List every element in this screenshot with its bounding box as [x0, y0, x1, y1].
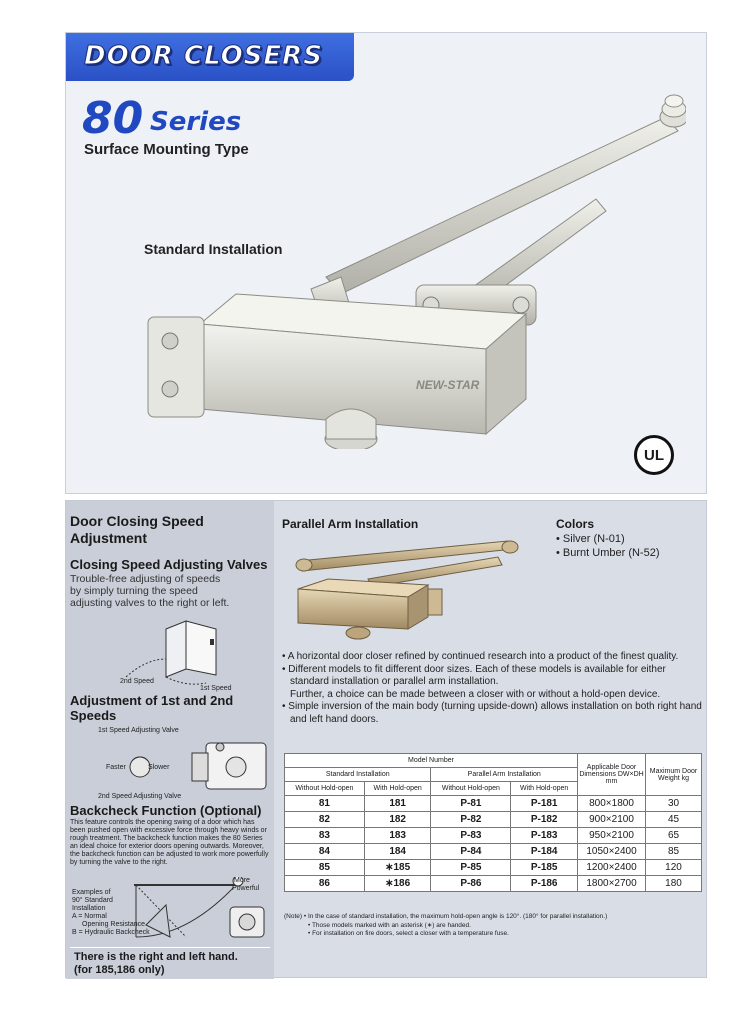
- table-cell: 184: [364, 844, 431, 860]
- table-cell: P-185: [511, 860, 578, 876]
- divider: [70, 947, 270, 948]
- faster-label: Faster: [106, 764, 126, 771]
- standard-installation-header: Standard Installation: [285, 768, 431, 782]
- par-without-hold-header: Without Hold-open: [431, 782, 511, 796]
- table-cell: P-81: [431, 796, 511, 812]
- installation-column: [274, 501, 708, 979]
- ul-certification-icon: UL: [634, 435, 674, 475]
- table-row: [285, 876, 702, 892]
- table-cell: 800×1800: [578, 796, 646, 812]
- note-asterisk: • Those models marked with an asterisk (∗) are handed.: [308, 921, 471, 929]
- table-cell: 81: [285, 796, 365, 812]
- table-cell: P-86: [431, 876, 511, 892]
- product-subtitle: Surface Mounting Type: [84, 141, 249, 158]
- table-cell: 83: [285, 828, 365, 844]
- table-cell: 183: [364, 828, 431, 844]
- section-heading: Door Closing Speed Adjustment: [70, 513, 204, 546]
- table-row: [285, 860, 702, 876]
- slower-label: Slower: [148, 764, 170, 771]
- table-cell: 180: [646, 876, 702, 892]
- table-cell: 120: [646, 860, 702, 876]
- title-banner: [66, 33, 354, 81]
- door-dimensions-header: Applicable Door Dimensions DW×DH mm: [578, 754, 646, 796]
- table-row: [285, 828, 702, 844]
- examples-label-3: Installation: [72, 905, 106, 912]
- table-cell: ∗186: [364, 876, 431, 892]
- normal-label: A = Normal: [72, 913, 107, 920]
- table-cell: 85: [285, 860, 365, 876]
- series-word: Series: [150, 107, 242, 137]
- brand-mark: NEW-STAR: [416, 378, 480, 392]
- second-speed-label: 2nd Speed: [120, 678, 154, 685]
- table-cell: P-82: [431, 812, 511, 828]
- table-row: [285, 812, 702, 828]
- model-number-header: Model Number: [285, 754, 578, 768]
- table-cell: 45: [646, 812, 702, 828]
- series-number: 80: [82, 93, 144, 144]
- table-cell: ∗185: [364, 860, 431, 876]
- max-weight-header: Maximum Door Weight kg: [646, 754, 702, 796]
- standard-installation-label: Standard Installation: [144, 241, 283, 257]
- powerful-label: Powerful: [232, 885, 260, 892]
- feature-list: [282, 651, 706, 726]
- banner-title: DOOR CLOSERS: [84, 41, 323, 71]
- table-cell: P-186: [511, 876, 578, 892]
- examples-label-2: 90° Standard: [72, 897, 113, 904]
- table-row: [285, 844, 702, 860]
- feature-quality: • A horizontal door closer refined by continued research into a product of the finest quality.: [282, 651, 679, 662]
- feature-hold-open: Further, a choice can be made between a closer with or without a hold-open device.: [290, 688, 661, 700]
- table-cell: P-182: [511, 812, 578, 828]
- parallel-installation-header: Parallel Arm Installation: [431, 768, 578, 782]
- feature-models: • Different models to fit different door sizes. Each of these models is available for either standard installation or parallel arm installation.: [282, 663, 666, 687]
- table-cell: 182: [364, 812, 431, 828]
- feature-inversion: • Simple inversion of the main body (turning upside-down) allows installation on both right hand and left hand doors.: [282, 701, 702, 725]
- table-cell: P-83: [431, 828, 511, 844]
- table-cell: 84: [285, 844, 365, 860]
- product-hero-panel: [65, 32, 707, 494]
- first-speed-label: 1st Speed: [200, 685, 232, 692]
- valves-description: Trouble-free adjusting of speeds by simply turning the speed adjusting valves to the right or left.: [70, 573, 230, 609]
- valves-heading: Closing Speed Adjusting Valves: [70, 557, 268, 572]
- handing-note: [74, 951, 238, 977]
- table-cell: 1800×2700: [578, 876, 646, 892]
- table-cell: P-85: [431, 860, 511, 876]
- table-cell: 900×2100: [578, 812, 646, 828]
- door-closer-image: [126, 89, 686, 449]
- handing-note-line2: (for 185,186 only): [74, 964, 165, 976]
- opening-resistance-label: Opening Resistance: [82, 921, 146, 928]
- table-cell: 65: [646, 828, 702, 844]
- specifications-panel: [65, 500, 707, 978]
- speed-adjustment-column: [66, 501, 274, 979]
- note-fire-doors: • For installation on fire doors, select a closer with a temperature fuse.: [308, 930, 509, 937]
- adjustment-heading: Adjustment of 1st and 2nd Speeds: [70, 693, 234, 723]
- colors-title: Colors: [556, 517, 595, 531]
- table-cell: 1050×2400: [578, 844, 646, 860]
- model-spec-table: [284, 753, 702, 892]
- table-cell: P-84: [431, 844, 511, 860]
- table-cell: 950×2100: [578, 828, 646, 844]
- second-valve-label: 2nd Speed Adjusting Valve: [98, 793, 182, 800]
- color-silver: • Silver (N-01): [556, 533, 625, 545]
- table-cell: P-184: [511, 844, 578, 860]
- table-cell: P-181: [511, 796, 578, 812]
- std-with-hold-header: With Hold-open: [364, 782, 431, 796]
- table-cell: 85: [646, 844, 702, 860]
- first-valve-label: 1st Speed Adjusting Valve: [98, 727, 179, 734]
- handing-note-line1: There is the right and left hand.: [74, 951, 238, 963]
- examples-label-1: Examples of: [72, 889, 111, 896]
- table-notes: [284, 913, 704, 939]
- parallel-arm-image: [288, 539, 528, 643]
- color-burnt-umber: • Burnt Umber (N-52): [556, 547, 660, 559]
- std-without-hold-header: Without Hold-open: [285, 782, 365, 796]
- table-cell: 1200×2400: [578, 860, 646, 876]
- table-cell: 86: [285, 876, 365, 892]
- backcheck-heading: Backcheck Function (Optional): [70, 803, 262, 818]
- table-cell: 181: [364, 796, 431, 812]
- table-cell: 82: [285, 812, 365, 828]
- table-row: [285, 796, 702, 812]
- hydraulic-backcheck-label: B = Hydraulic Backcheck: [72, 929, 150, 936]
- par-with-hold-header: With Hold-open: [511, 782, 578, 796]
- backcheck-description: This feature controls the opening swing of a door which has been pushed open with excessive force through heavy winds or rough treatment. The backcheck function makes the 80 Series an ideal choice for exterior doors opening outwards. Moreover, the backcheck function can be adjusted to work more powerfully by turning the valve to the right.: [70, 819, 269, 866]
- parallel-arm-title: Parallel Arm Installation: [282, 517, 419, 531]
- table-cell: P-183: [511, 828, 578, 844]
- note-hold-open-angle: (Note) • In the case of standard installation, the maximum hold-open angle is 120°. (180° for parallel installation.): [284, 913, 608, 920]
- table-cell: 30: [646, 796, 702, 812]
- more-label: More: [234, 877, 250, 884]
